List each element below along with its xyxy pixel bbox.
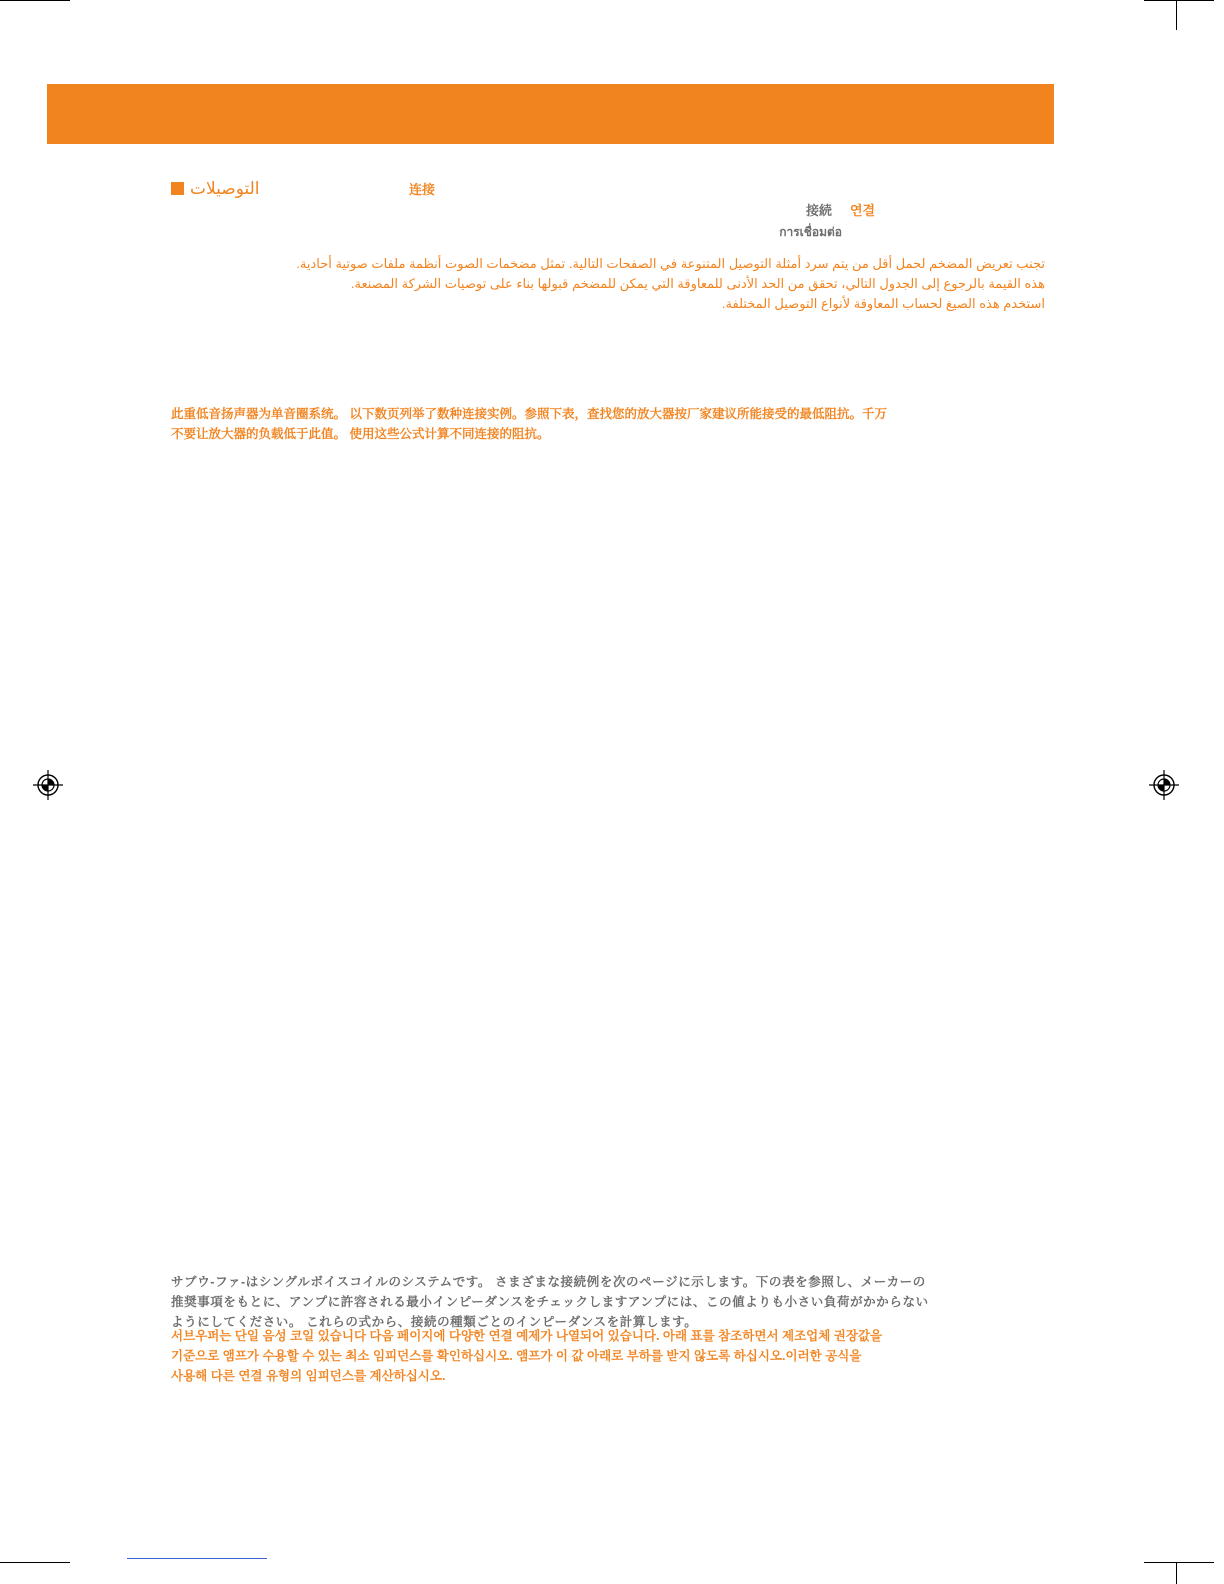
heading-japanese: 接続 [806, 203, 833, 218]
heading-arabic: التوصيلات [190, 179, 260, 198]
chinese-paragraph [171, 404, 1046, 444]
heading-thai: การเชื่อมต่อ [779, 225, 842, 239]
korean-line: 사용해 다른 연결 유형의 임피던스를 계산하십시오. [171, 1369, 446, 1383]
korean-line: 기준으로 앰프가 수용할 수 있는 최소 임피던스를 확인하십시오. 앰프가 이 값 아래로 부하를 받지 않도록 하십시오.이러한 공식을 [171, 1349, 862, 1363]
header-bar [47, 84, 1054, 144]
footer-link-line [127, 1558, 267, 1559]
japanese-line: サブウ-ファ-はシングルボイスコイルのシステムです。 さまざまな接続例を次のページに示します。下の表を参照し、メーカーの [171, 1275, 926, 1289]
heading-chinese: 连接 [409, 182, 436, 197]
korean-line: 서브우퍼는 단일 음성 코일 있습니다 다음 페이지에 다양한 연결 예제가 나열되어 있습니다. 아래 표를 참조하면서 제조업체 권장값을 [171, 1329, 883, 1343]
registration-mark-icon [33, 770, 63, 800]
japanese-paragraph [171, 1272, 1046, 1332]
japanese-line: ようにしてください。 これらの式から、接続の種類ごとのインピーダンスを計算します。 [171, 1315, 698, 1329]
crop-mark [1144, 0, 1214, 1]
heading-korean: 연결 [850, 203, 876, 218]
crop-mark [1144, 1562, 1214, 1563]
korean-paragraph [171, 1326, 1046, 1386]
crop-mark [1176, 0, 1177, 30]
arabic-line: تجنب تعريض المضخم لحمل أقل من يتم سرد أمثلة التوصيل المتنوعة في الصفحات التالية. تمثل مضخمات الصوت أنظمة ملفات صوتية أحادية. [296, 256, 1045, 271]
arabic-line: استخدم هذه الصيغ لحساب المعاوقة لأنواع التوصيل المختلفة. [721, 296, 1045, 311]
crop-mark [0, 1562, 70, 1563]
bullet-square-icon [171, 182, 184, 195]
registration-mark-icon [1149, 770, 1179, 800]
chinese-line: 不要让放大器的负载低于此值。 使用这些公式计算不同连接的阻抗。 [171, 427, 550, 441]
crop-mark [0, 0, 70, 1]
arabic-line: هذه القيمة بالرجوع إلى الجدول التالي، تحقق من الحد الأدنى للمعاوقة التي يمكن للمضخم قبولها بناء على توصيات الشركة المصنعة. [350, 276, 1045, 291]
chinese-line: 此重低音扬声器为单音圈系统。 以下数页列举了数种连接实例。参照下表，查找您的放大器按厂家建议所能接受的最低阻抗。千万 [171, 407, 887, 421]
japanese-line: 推奨事項をもとに、アンプに許容される最小インピーダンスをチェックしますアンプには、この値よりも小さい負荷がかからない [171, 1295, 929, 1309]
crop-mark [1176, 1562, 1177, 1584]
arabic-paragraph [170, 254, 1045, 314]
